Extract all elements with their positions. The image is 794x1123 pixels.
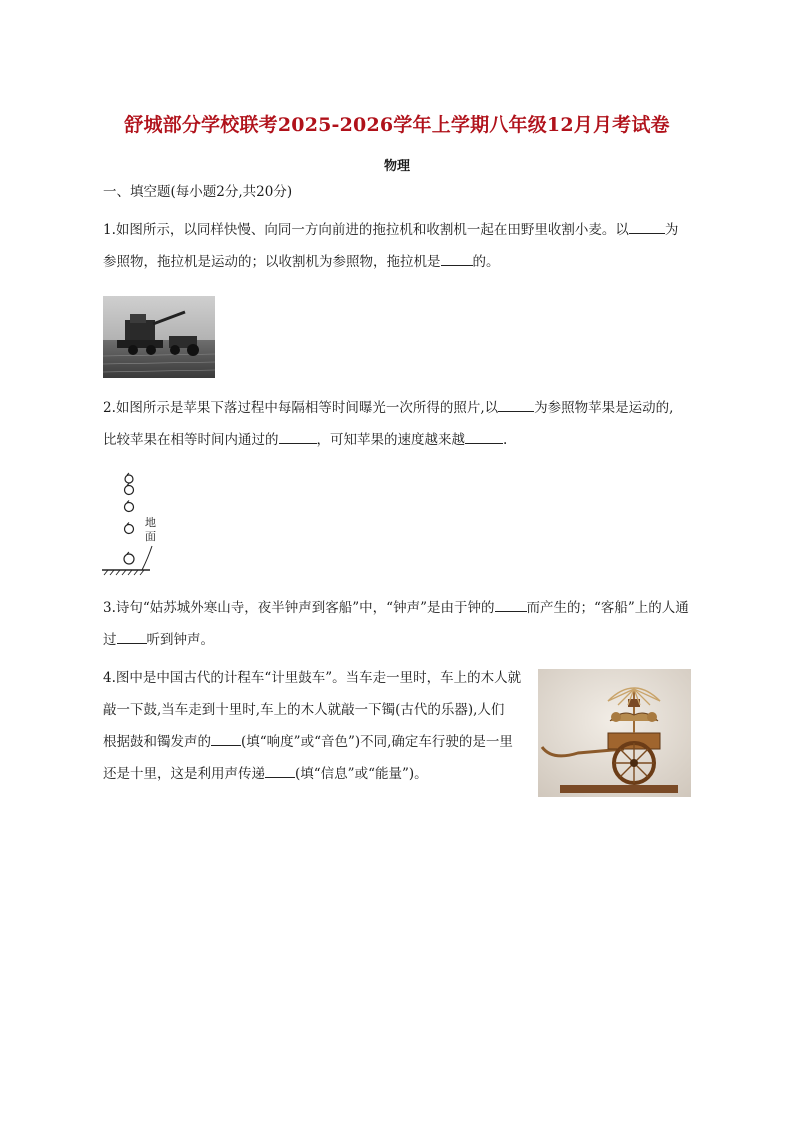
question-line: 比较苹果在相等时间内通过的 ，可知苹果的速度越来越 . xyxy=(103,424,693,456)
question-line: 根据鼓和镯发声的 (填“响度”或“音色”)不同,确定车行驶的是一里 xyxy=(103,726,533,758)
question-line: 3.诗句“姑苏城外寒山寺，夜半钟声到客船”中，“钟声”是由于钟的 而产生的；“客船”上的人通 xyxy=(103,592,693,624)
answer-blank xyxy=(279,429,317,444)
exam-title: 舒城部分学校联考2025-2026学年上学期八年级12月月考试卷 xyxy=(124,114,670,136)
question-line: 敲一下鼓,当车走到十里时,车上的木人就敲一下镯(古代的乐器),人们 xyxy=(103,702,505,718)
question-line: 参照物，拖拉机是运动的；以收割机为参照物，拖拉机是 的。 xyxy=(103,246,693,278)
question-line: 过 听到钟声。 xyxy=(103,624,693,656)
ground-label-char-1: 地 xyxy=(145,516,156,529)
question-4 xyxy=(103,662,533,790)
combine-harvester-photo xyxy=(103,296,215,378)
question-line: 还是十里，这是利用声传递 (填“信息”或“能量”)。 xyxy=(103,758,533,790)
apple-icon xyxy=(125,525,134,534)
answer-blank xyxy=(117,629,147,644)
question-line: 4.图中是中国古代的计程车“计里鼓车”。当车走一里时，车上的木人就 xyxy=(103,670,522,686)
question-line: 1.如图所示，以同样快慢、向同一方向前进的拖拉机和收割机一起在田野里收割小麦。以 为 xyxy=(103,214,693,246)
falling-apple-diagram xyxy=(100,470,166,580)
apple-icon xyxy=(125,503,134,512)
apple-icon xyxy=(125,486,134,495)
question-2 xyxy=(103,392,693,456)
subject-label: 物理 xyxy=(383,159,410,174)
answer-blank xyxy=(629,219,665,234)
answer-blank xyxy=(265,763,295,778)
answer-blank xyxy=(465,429,503,444)
question-3 xyxy=(103,592,693,656)
ground-label-char-2: 面 xyxy=(145,530,156,543)
question-1 xyxy=(103,214,693,278)
section-heading: 一、填空题(每小题2分,共20分) xyxy=(103,184,293,200)
drum-carriage-photo xyxy=(538,669,691,797)
answer-blank xyxy=(498,397,534,412)
apple-icon xyxy=(125,475,133,483)
answer-blank xyxy=(495,597,527,612)
answer-blank xyxy=(441,251,473,266)
ground-label xyxy=(145,515,160,543)
apple-icon xyxy=(124,554,134,564)
question-line: 2.如图所示是苹果下落过程中每隔相等时间曝光一次所得的照片,以 为参照物苹果是运动的, xyxy=(103,392,693,424)
answer-blank xyxy=(211,731,241,746)
